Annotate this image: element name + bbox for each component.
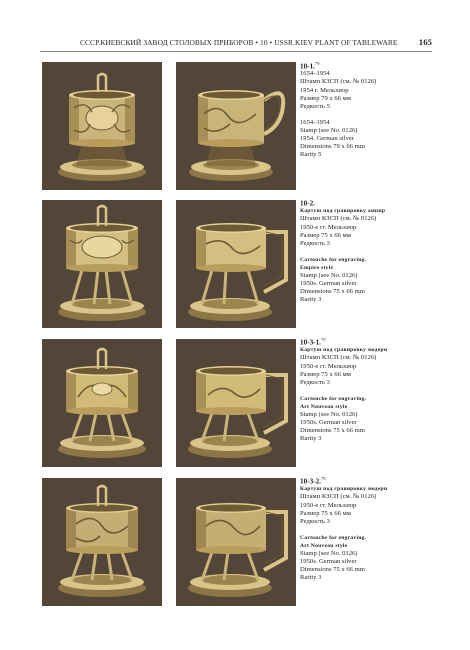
page-number: 165 bbox=[418, 37, 432, 47]
glass-holder-image bbox=[42, 478, 162, 606]
entry-line-en: Dimensions 75 x 66 mm bbox=[300, 565, 365, 573]
entry-line-en: Rarity 5 bbox=[300, 150, 322, 158]
catalog-entry-10-3-1 bbox=[300, 336, 440, 443]
entry-line-ru: 1950-е гг. Мельхиор bbox=[300, 501, 357, 509]
footnote-mark: 79 bbox=[314, 61, 320, 66]
entry-title-en: Cartouche for engraving. bbox=[300, 256, 367, 263]
photo-10-3-1-front bbox=[42, 339, 162, 467]
entry-style-en: Art Nouveau style bbox=[300, 542, 348, 549]
entry-title-ru: Картуш под гравировку модерн bbox=[300, 486, 388, 493]
entry-line-en: 1950s. German silver bbox=[300, 279, 357, 287]
entry-code: 10-1.79 bbox=[300, 61, 320, 71]
entry-line-en: Rarity 3 bbox=[300, 573, 322, 581]
entry-style-en: Art Nouveau style bbox=[300, 403, 348, 410]
entry-line-ru: Размер 79 x 66 мм bbox=[300, 94, 351, 102]
entry-line-en: Dimensions 75 x 66 mm bbox=[300, 287, 365, 295]
entry-line-ru: Штамп КЗСП (см. № 0126) bbox=[300, 493, 377, 501]
catalog-entry-10-2 bbox=[300, 197, 440, 304]
glass-holder-image bbox=[42, 200, 162, 328]
footnote-mark: 79 bbox=[320, 476, 326, 481]
entry-line-ru: 1654–1954 bbox=[300, 70, 330, 78]
entry-line-ru: 1954 г. Мельхиор bbox=[300, 86, 349, 94]
entry-line-ru: Редкость 3 bbox=[300, 517, 330, 525]
photo-10-2-front bbox=[42, 200, 162, 328]
glass-holder-image bbox=[42, 62, 162, 190]
entry-line-ru: Штамп КЗСП (см. № 0126) bbox=[300, 78, 377, 86]
entry-line-en: 1954. German silver bbox=[300, 134, 355, 142]
glass-holder-image bbox=[176, 478, 296, 606]
entry-title-ru: Картуш под гравировку модерн bbox=[300, 347, 388, 354]
entry-line-en: Stamp (see No. 0126) bbox=[300, 271, 358, 279]
photo-10-1-side bbox=[176, 62, 296, 190]
entry-line-ru: Редкость 3 bbox=[300, 239, 330, 247]
header-rule bbox=[40, 51, 432, 52]
entry-line-ru: Размер 75 x 66 мм bbox=[300, 231, 351, 239]
entry-title-en: Cartouche for engraving. bbox=[300, 395, 367, 402]
entry-line-en: Rarity 3 bbox=[300, 434, 322, 442]
entry-line-ru: 1950-е гг. Мельхиор bbox=[300, 223, 357, 231]
entry-line-ru: Размер 75 x 66 мм bbox=[300, 509, 351, 517]
running-header bbox=[40, 38, 432, 50]
catalog-entry-10-3-2 bbox=[300, 475, 440, 582]
entry-line-ru: Размер 75 x 66 мм bbox=[300, 370, 351, 378]
photo-10-3-2-front bbox=[42, 478, 162, 606]
entry-title-ru: Картуш под гравировку ампир bbox=[300, 208, 386, 215]
entry-line-en: 1654–1954 bbox=[300, 118, 330, 126]
photo-10-3-1-side bbox=[176, 339, 296, 467]
entry-code: 10-3-2.79 bbox=[300, 476, 326, 486]
footnote-mark: 79 bbox=[320, 337, 326, 342]
glass-holder-image bbox=[176, 339, 296, 467]
entry-line-ru: Редкость 5 bbox=[300, 102, 330, 110]
entry-line-en: 1950s. German silver bbox=[300, 418, 357, 426]
photo-10-3-2-side bbox=[176, 478, 296, 606]
running-title: СССР.КИЕВСКИЙ ЗАВОД СТОЛОВЫХ ПРИБОРОВ • 10 • USSR.KIEV PLANT OF TABLEWARE bbox=[80, 38, 398, 47]
entry-code: 10-3-1.79 bbox=[300, 337, 326, 347]
entry-style-en: Empire style bbox=[300, 264, 334, 271]
glass-holder-image bbox=[176, 200, 296, 328]
entry-line-ru: Штамп КЗСП (см. № 0126) bbox=[300, 215, 377, 223]
entry-line-ru: 1950-е гг. Мельхиор bbox=[300, 362, 357, 370]
glass-holder-image bbox=[42, 339, 162, 467]
entry-line-ru: Штамп КЗСП (см. № 0126) bbox=[300, 354, 377, 362]
photo-10-2-side bbox=[176, 200, 296, 328]
entry-title-en: Cartouche for engraving. bbox=[300, 534, 367, 541]
entry-line-en: Stamp (see No. 0126) bbox=[300, 549, 358, 557]
entry-line-en: Dimensions 75 x 66 mm bbox=[300, 426, 365, 434]
entry-line-en: 1950s. German silver bbox=[300, 557, 357, 565]
glass-holder-image bbox=[176, 62, 296, 190]
entry-code: 10-2. bbox=[300, 199, 315, 208]
entry-line-en: Stamp (see No. 0126) bbox=[300, 410, 358, 418]
entry-line-en: Rarity 3 bbox=[300, 295, 322, 303]
photo-10-1-front bbox=[42, 62, 162, 190]
entry-line-en: Stamp (see No. 0126) bbox=[300, 126, 358, 134]
entry-line-ru: Редкость 3 bbox=[300, 378, 330, 386]
catalog-entry-10-1 bbox=[300, 60, 440, 159]
entry-line-en: Dimensions 79 x 66 mm bbox=[300, 142, 365, 150]
